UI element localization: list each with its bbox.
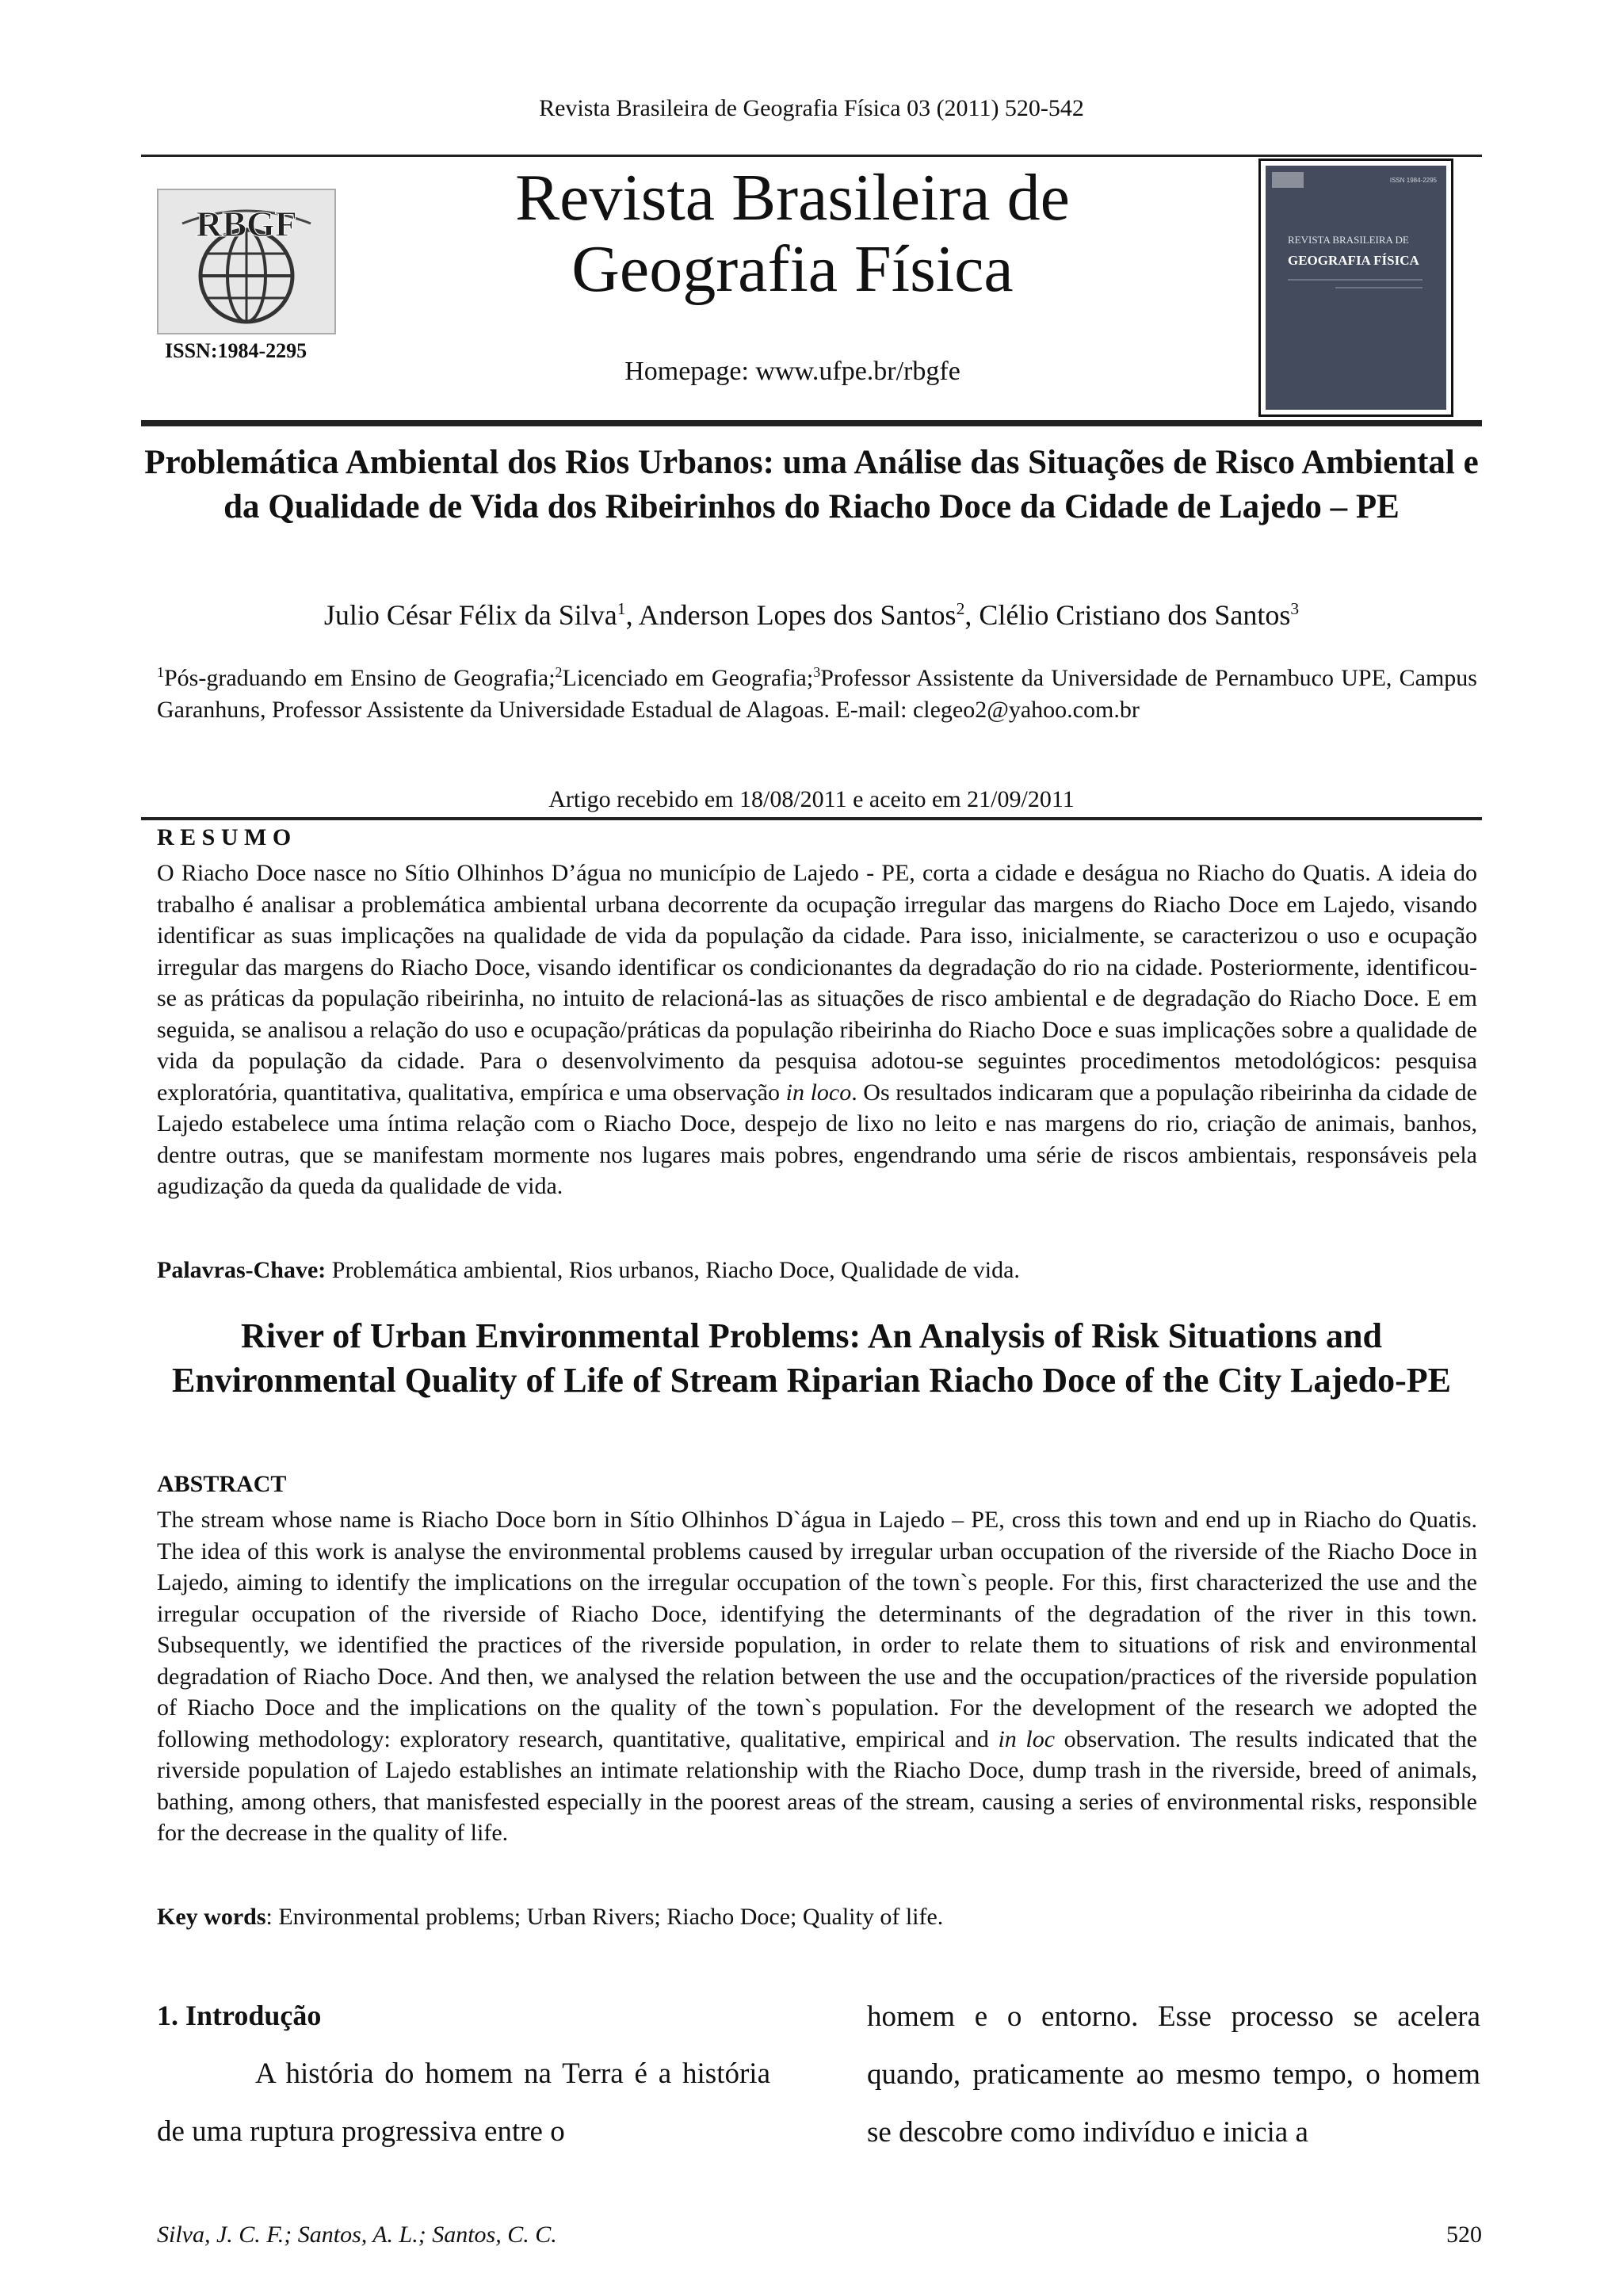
author-list xyxy=(141,598,1482,632)
rbgf-logo xyxy=(157,189,336,334)
key-words xyxy=(157,1904,1477,1931)
resumo-text-italic: in loco xyxy=(785,1079,852,1106)
affil-2: Licenciado em Geografia; xyxy=(562,665,814,691)
resumo-text xyxy=(157,858,1477,1202)
issn: ISSN:1984-2295 xyxy=(165,339,307,362)
article-title: Problemática Ambiental dos Rios Urbanos: uma Análise das Situações de Risco Ambiental e da Qualidade de Vida dos Ribeirinhos do Riacho Doce da Cidade de Lajedo – PE xyxy=(144,444,1479,525)
author-1: Julio César Félix da Silva xyxy=(323,599,617,631)
affil-2-sup: 2 xyxy=(555,664,563,680)
homepage-link[interactable]: Homepage: www.ufpe.br/rbgfe xyxy=(624,357,960,386)
resumo-heading: R E S U M O xyxy=(157,824,292,850)
author-3-sup: 3 xyxy=(1290,599,1300,618)
author-sep-2: , xyxy=(964,599,980,631)
section-heading-introducao: 1. Introdução xyxy=(157,2000,322,2031)
received-date: Artigo recebido em 18/08/2011 e aceito em 21/09/2011 xyxy=(548,786,1075,812)
palavras-chave xyxy=(157,1257,1477,1284)
logo-text: RBGF xyxy=(196,204,297,244)
journal-title-line1: Revista Brasileira de xyxy=(515,161,1070,235)
cover-decoration xyxy=(1288,277,1430,324)
resumo-rule xyxy=(141,817,1482,820)
resumo-text-part1: O Riacho Doce nasce no Sítio Olhinhos D’água no município de Lajedo - PE, corta a cidade e deságua no Riacho do Quatis. A ideia do trabalho é analisar a problemática ambiental urbana decorrente da ocupação irregular das margens do Riacho Doce em Lajedo, visando identificar as suas implicações na qualidade de vida da população da cidade. Para isso, inicialmente, se caracterizou o uso e ocupação irregular das margens do Riacho Doce, visando identificar os condicionantes da degradação do rio na cidade. Posteriormente, identificou-se as práticas da população ribeirinha, no intuito de relacioná-las as situações de risco ambiental e de degradação do Riacho Doce. E em seguida, se analisou a relação do uso e ocupação/práticas da população ribeirinha do Riacho Doce e suas implicações sobre a qualidade de vida da população da cidade. Para o desenvolvimento da pesquisa adotou-se seguintes procedimentos metodológicos: pesquisa exploratória, quantitativa, qualitativa, empírica e uma observação xyxy=(157,860,1477,1106)
running-head: Revista Brasileira de Geografia Física 03 (2011) 520-542 xyxy=(539,95,1084,121)
body-left-column: A história do homem na Terra é a história de uma ruptura progressiva entre o xyxy=(157,2057,770,2148)
palavras-chave-text: Problemática ambiental, Rios urbanos, Riacho Doce, Qualidade de vida. xyxy=(326,1257,1020,1283)
cover-logo-icon xyxy=(1272,172,1304,188)
journal-title-line2: Geografia Física xyxy=(571,232,1014,306)
footer-authors: Silva, J. C. F.; Santos, A. L.; Santos, C. C. xyxy=(157,2222,557,2248)
cover-title-line2: GEOGRAFIA FÍSICA xyxy=(1288,253,1419,268)
affil-3-sup: 3 xyxy=(813,664,821,680)
resumo-text-part2: . Os resultados indicaram que a população ribeirinha da cidade de Lajedo estabelece uma íntima relação com o Riacho Doce, despejo de lixo no leito e nas margens do rio, criação de animais, banhos, dentre outras, que se manifestam mormente nos lugares mais pobres, engendrando uma série de riscos ambientais, responsáveis pela agudização da queda da qualidade de vida. xyxy=(157,1079,1477,1199)
abstract-text-part2: observation. The results indicated that the riverside population of Lajedo establishes an intimate relationship with the Riacho Doce, dump trash in the riverside, breed of animals, bathing, among others, that manisfested especially in the poorest areas of the stream, causing a series of environmental risks, responsible for the decrease in the quality of life. xyxy=(157,1725,1477,1846)
author-2: Anderson Lopes dos Santos xyxy=(638,599,957,631)
affil-1: Pós-graduando em Ensino de Geografia; xyxy=(164,665,556,691)
cover-title-line1: REVISTA BRASILEIRA DE xyxy=(1288,234,1409,246)
body-right-column: homem e o entorno. Esse processo se acelera quando, praticamente ao mesmo tempo, o homem se descobre como indivíduo e inicia a xyxy=(867,2000,1480,2149)
key-words-text: : Environmental problems; Urban Rivers; Riacho Doce; Quality of life. xyxy=(265,1904,944,1930)
header-bottom-rule xyxy=(141,420,1482,426)
author-3: Clélio Cristiano dos Santos xyxy=(979,599,1291,631)
globe-icon xyxy=(158,190,334,333)
abstract-text-italic: in loc xyxy=(998,1725,1056,1752)
palavras-chave-label: Palavras-Chave: xyxy=(157,1257,327,1283)
cover-issn: ISSN 1984-2295 xyxy=(1389,177,1437,184)
journal-title xyxy=(428,162,1157,305)
author-2-sup: 2 xyxy=(956,599,965,618)
abstract-text-part1: The stream whose name is Riacho Doce born in Sítio Olhinhos D`água in Lajedo – PE, cross this town and end up in Riacho do Quatis. The idea of this work is analyse the environmental problems caused by irregular urban occupation of the riverside of the Riacho Doce in Lajedo, aiming to identify the implications on the irregular occupation of the town`s people. For this, first characterized the use and the irregular occupation of the riverside of Riacho Doce, identifying the determinants of the degradation of the river in this town. Subsequently, we identified the practices of the riverside population, in order to relate them to situations of risk and environmental degradation of Riacho Doce. And then, we analysed the relation between the use and the occupation/practices of the riverside population of Riacho Doce and the implications on the quality of the town`s population. For the development of the research we adopted the following methodology: exploratory research, quantitative, qualitative, empirical and xyxy=(157,1507,1477,1752)
author-sep-1: , xyxy=(625,599,639,631)
header-top-rule xyxy=(141,155,1482,157)
key-words-label: Key words xyxy=(157,1904,266,1930)
affiliations xyxy=(157,663,1477,726)
affil-1-sup: 1 xyxy=(157,664,164,680)
abstract-text xyxy=(157,1504,1477,1849)
journal-cover xyxy=(1266,166,1446,410)
page-number: 520 xyxy=(1446,2222,1482,2248)
journal-cover-thumbnail xyxy=(1258,159,1453,417)
abstract-heading: ABSTRACT xyxy=(157,1471,287,1497)
affil-3: Professor Assistente da Universidade de Pernambuco UPE, Campus Garanhuns, Professor Assistente da Universidade Estadual de Alagoas. E-mail: clegeo2@yahoo.com.br xyxy=(157,665,1477,723)
author-1-sup: 1 xyxy=(617,599,626,618)
english-title: River of Urban Environmental Problems: An Analysis of Risk Situations and Environmental Quality of Life of Stream Riparian Riacho Doce of the City Lajedo-PE xyxy=(171,1316,1452,1400)
